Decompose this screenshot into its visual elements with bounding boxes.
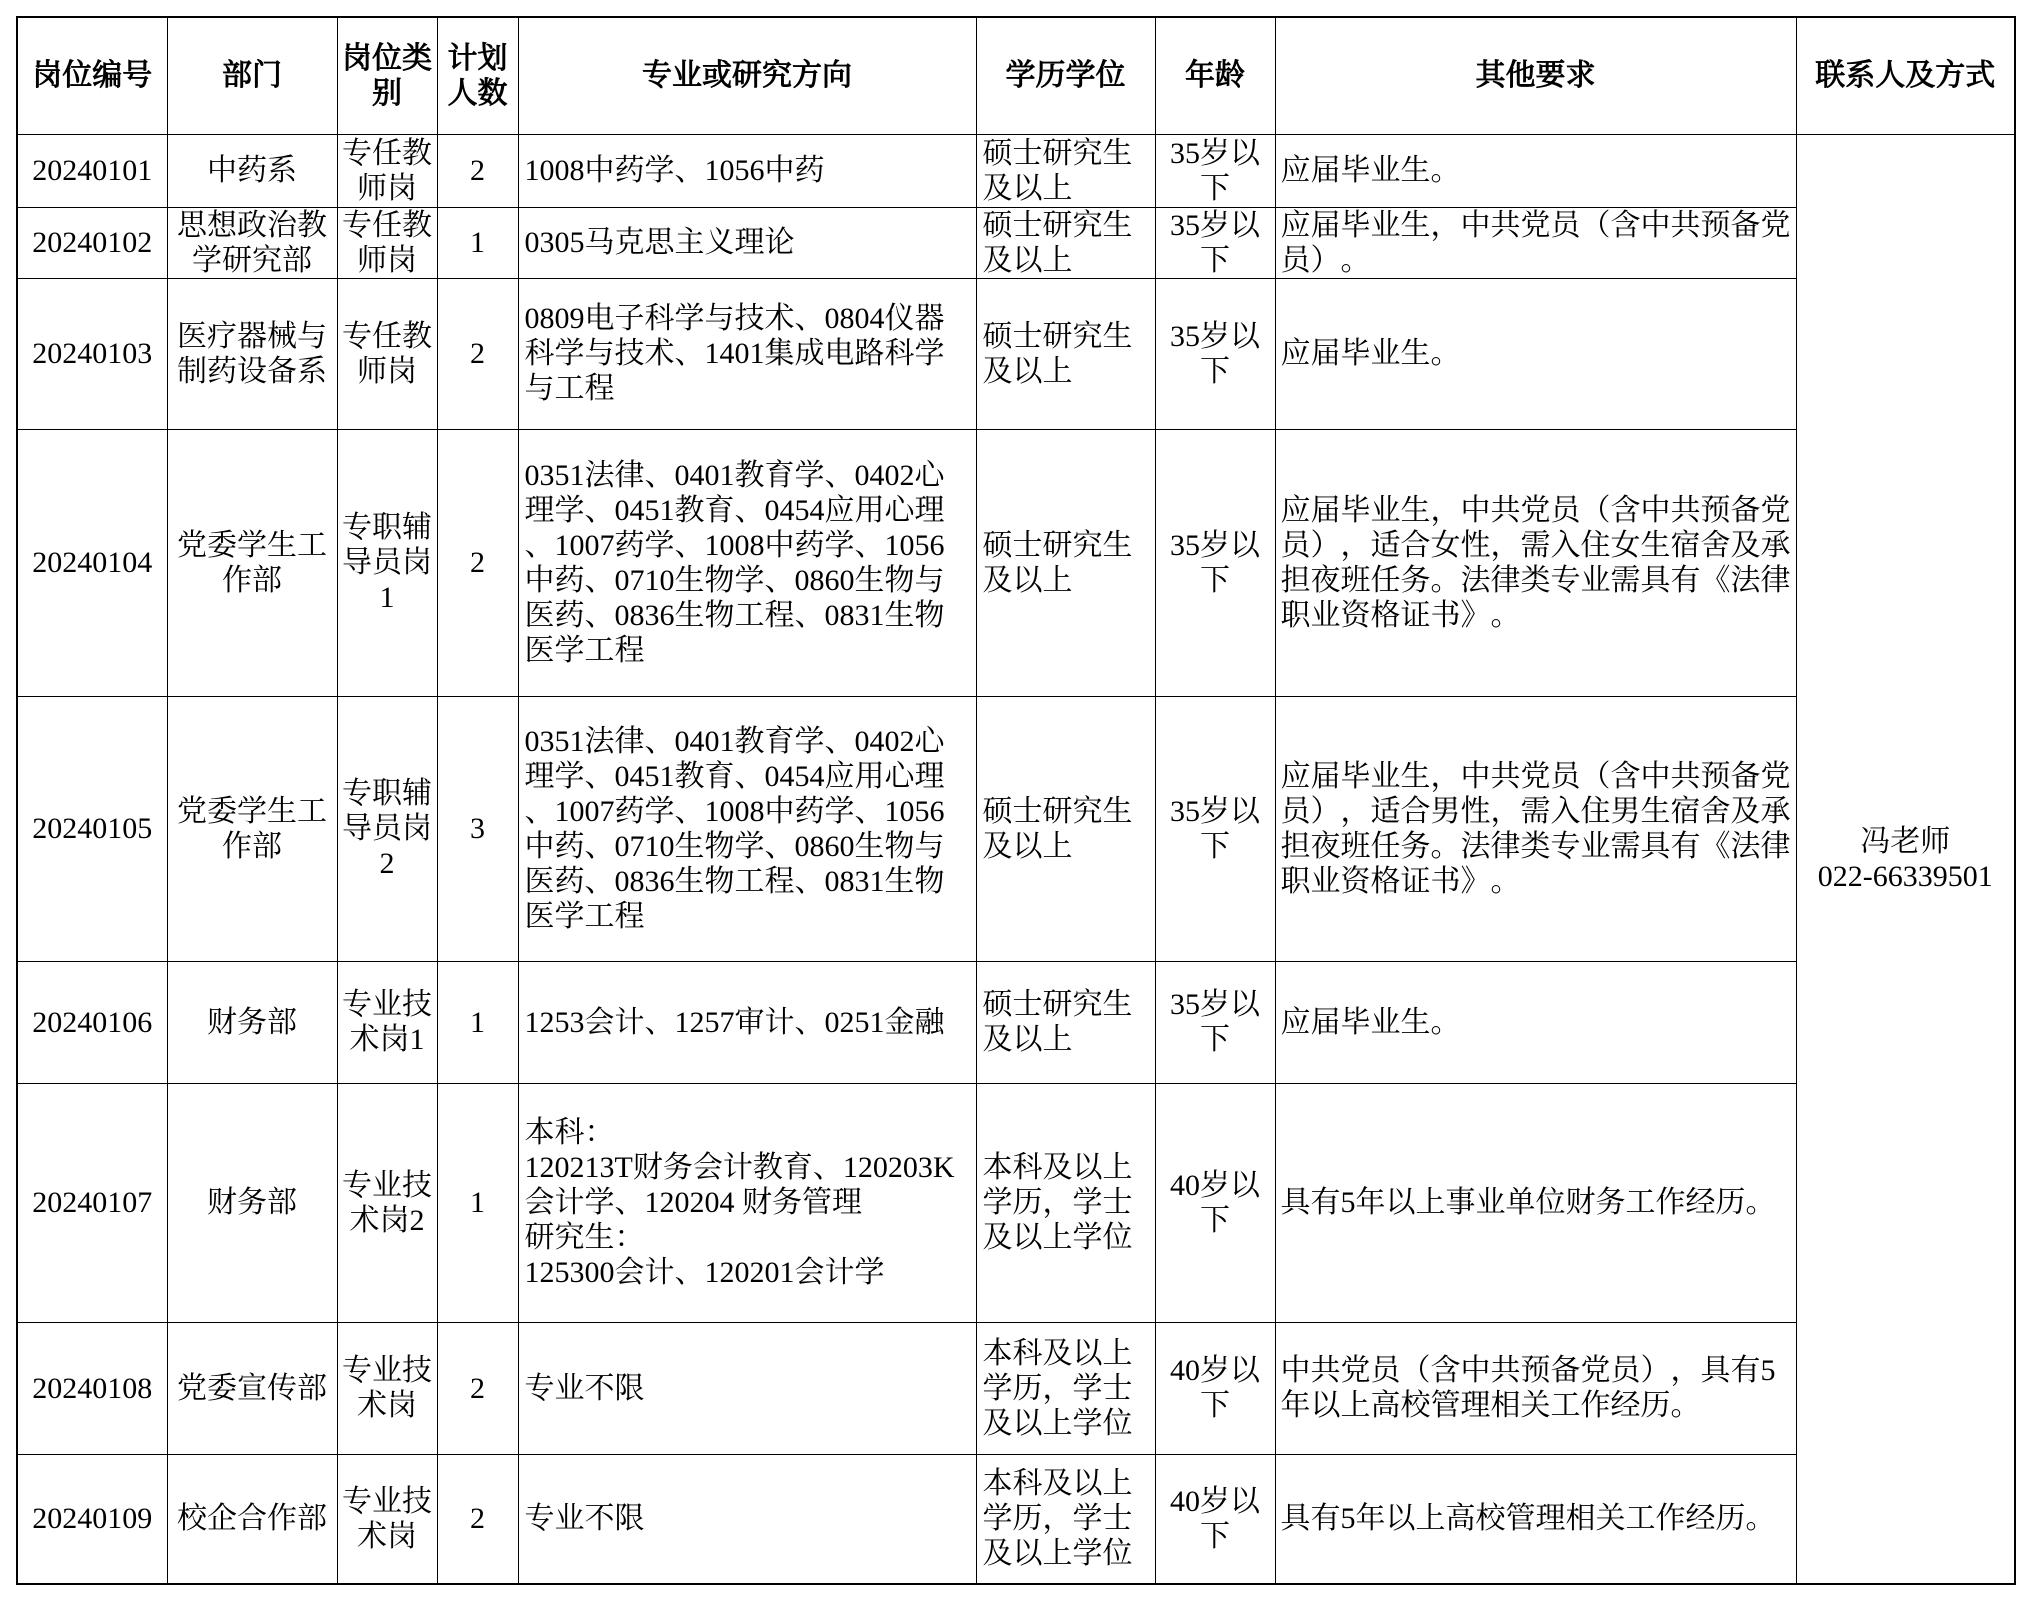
cell-age: 35岁以下	[1155, 429, 1275, 696]
cell-education: 硕士研究生及以上	[976, 278, 1155, 429]
table-header-row	[17, 17, 2015, 134]
header-position-category: 岗位类别	[337, 17, 437, 134]
cell-department: 校企合作部	[167, 1454, 337, 1584]
cell-major: 本科： 120213T财务会计教育、120203K会计学、120204 财务管理 研究生： 125300会计、120201会计学	[518, 1083, 976, 1322]
cell-major: 0305马克思主义理论	[518, 207, 976, 278]
cell-age: 40岁以下	[1155, 1454, 1275, 1584]
cell-department: 党委学生工作部	[167, 429, 337, 696]
cell-department: 中药系	[167, 134, 337, 207]
cell-planned-count: 2	[437, 134, 518, 207]
cell-position-code: 20240106	[17, 961, 167, 1083]
cell-position-category: 专任教师岗	[337, 134, 437, 207]
cell-department: 医疗器械与制药设备系	[167, 278, 337, 429]
cell-age: 35岁以下	[1155, 207, 1275, 278]
table-row	[17, 1454, 2015, 1584]
cell-position-category: 专任教师岗	[337, 278, 437, 429]
cell-department: 党委学生工作部	[167, 696, 337, 961]
cell-position-category: 专业技术岗	[337, 1454, 437, 1584]
cell-position-code: 20240104	[17, 429, 167, 696]
cell-position-category: 专业技术岗	[337, 1322, 437, 1454]
cell-education: 本科及以上学历，学士及以上学位	[976, 1454, 1155, 1584]
cell-education: 硕士研究生及以上	[976, 429, 1155, 696]
cell-position-code: 20240105	[17, 696, 167, 961]
cell-position-code: 20240108	[17, 1322, 167, 1454]
cell-major: 0351法律、0401教育学、0402心理学、0451教育、0454应用心理、1007药学、1008中药学、1056中药、0710生物学、0860生物与医药、0836生物工程、0831生物医学工程	[518, 696, 976, 961]
header-position-code: 岗位编号	[17, 17, 167, 134]
header-planned-count: 计划人数	[437, 17, 518, 134]
cell-contact	[1796, 134, 2015, 1584]
table-row	[17, 1083, 2015, 1322]
cell-major: 0351法律、0401教育学、0402心理学、0451教育、0454应用心理、1007药学、1008中药学、1056中药、0710生物学、0860生物与医药、0836生物工程、0831生物医学工程	[518, 429, 976, 696]
cell-education: 硕士研究生及以上	[976, 696, 1155, 961]
cell-position-code: 20240102	[17, 207, 167, 278]
cell-education: 本科及以上学历，学士及以上学位	[976, 1083, 1155, 1322]
cell-department: 财务部	[167, 961, 337, 1083]
cell-position-code: 20240109	[17, 1454, 167, 1584]
contact-phone: 022-66339501	[1817, 859, 1993, 893]
contact-block	[1797, 824, 2015, 894]
header-department: 部门	[167, 17, 337, 134]
cell-position-code: 20240101	[17, 134, 167, 207]
table-row	[17, 696, 2015, 961]
cell-other-requirements: 应届毕业生，中共党员（含中共预备党员）。	[1275, 207, 1796, 278]
cell-major: 1253会计、1257审计、0251金融	[518, 961, 976, 1083]
cell-department: 财务部	[167, 1083, 337, 1322]
contact-name: 冯老师	[1860, 824, 1951, 858]
cell-other-requirements: 具有5年以上高校管理相关工作经历。	[1275, 1454, 1796, 1584]
header-other-requirements: 其他要求	[1275, 17, 1796, 134]
cell-other-requirements: 应届毕业生，中共党员（含中共预备党员），适合男性，需入住男生宿舍及承担夜班任务。法律类专业需具有《法律职业资格证书》。	[1275, 696, 1796, 961]
cell-planned-count: 3	[437, 696, 518, 961]
cell-planned-count: 1	[437, 961, 518, 1083]
cell-planned-count: 1	[437, 1083, 518, 1322]
table-row	[17, 278, 2015, 429]
header-education: 学历学位	[976, 17, 1155, 134]
cell-age: 35岁以下	[1155, 278, 1275, 429]
table-row	[17, 207, 2015, 278]
cell-planned-count: 2	[437, 429, 518, 696]
table-row	[17, 1322, 2015, 1454]
cell-other-requirements: 应届毕业生。	[1275, 961, 1796, 1083]
cell-major: 1008中药学、1056中药	[518, 134, 976, 207]
recruitment-table	[16, 16, 2016, 1585]
cell-major: 专业不限	[518, 1322, 976, 1454]
header-contact: 联系人及方式	[1796, 17, 2015, 134]
cell-position-category: 专职辅导员岗2	[337, 696, 437, 961]
cell-major: 专业不限	[518, 1454, 976, 1584]
cell-position-category: 专任教师岗	[337, 207, 437, 278]
table-row	[17, 961, 2015, 1083]
cell-education: 硕士研究生及以上	[976, 134, 1155, 207]
cell-education: 硕士研究生及以上	[976, 207, 1155, 278]
table-row	[17, 429, 2015, 696]
table-row	[17, 134, 2015, 207]
cell-planned-count: 2	[437, 278, 518, 429]
cell-planned-count: 2	[437, 1454, 518, 1584]
cell-position-category: 专职辅导员岗1	[337, 429, 437, 696]
cell-other-requirements: 应届毕业生。	[1275, 278, 1796, 429]
cell-planned-count: 1	[437, 207, 518, 278]
cell-position-code: 20240103	[17, 278, 167, 429]
cell-age: 40岁以下	[1155, 1322, 1275, 1454]
cell-age: 35岁以下	[1155, 134, 1275, 207]
cell-age: 40岁以下	[1155, 1083, 1275, 1322]
cell-position-category: 专业技术岗2	[337, 1083, 437, 1322]
cell-department: 党委宣传部	[167, 1322, 337, 1454]
cell-other-requirements: 应届毕业生。	[1275, 134, 1796, 207]
cell-age: 35岁以下	[1155, 961, 1275, 1083]
cell-position-code: 20240107	[17, 1083, 167, 1322]
cell-department: 思想政治教学研究部	[167, 207, 337, 278]
cell-position-category: 专业技术岗1	[337, 961, 437, 1083]
cell-other-requirements: 应届毕业生，中共党员（含中共预备党员），适合女性，需入住女生宿舍及承担夜班任务。法律类专业需具有《法律职业资格证书》。	[1275, 429, 1796, 696]
cell-education: 本科及以上学历，学士及以上学位	[976, 1322, 1155, 1454]
cell-other-requirements: 具有5年以上事业单位财务工作经历。	[1275, 1083, 1796, 1322]
cell-education: 硕士研究生及以上	[976, 961, 1155, 1083]
header-major: 专业或研究方向	[518, 17, 976, 134]
cell-major: 0809电子科学与技术、0804仪器科学与技术、1401集成电路科学与工程	[518, 278, 976, 429]
cell-age: 35岁以下	[1155, 696, 1275, 961]
cell-planned-count: 2	[437, 1322, 518, 1454]
header-age: 年龄	[1155, 17, 1275, 134]
cell-other-requirements: 中共党员（含中共预备党员），具有5年以上高校管理相关工作经历。	[1275, 1322, 1796, 1454]
